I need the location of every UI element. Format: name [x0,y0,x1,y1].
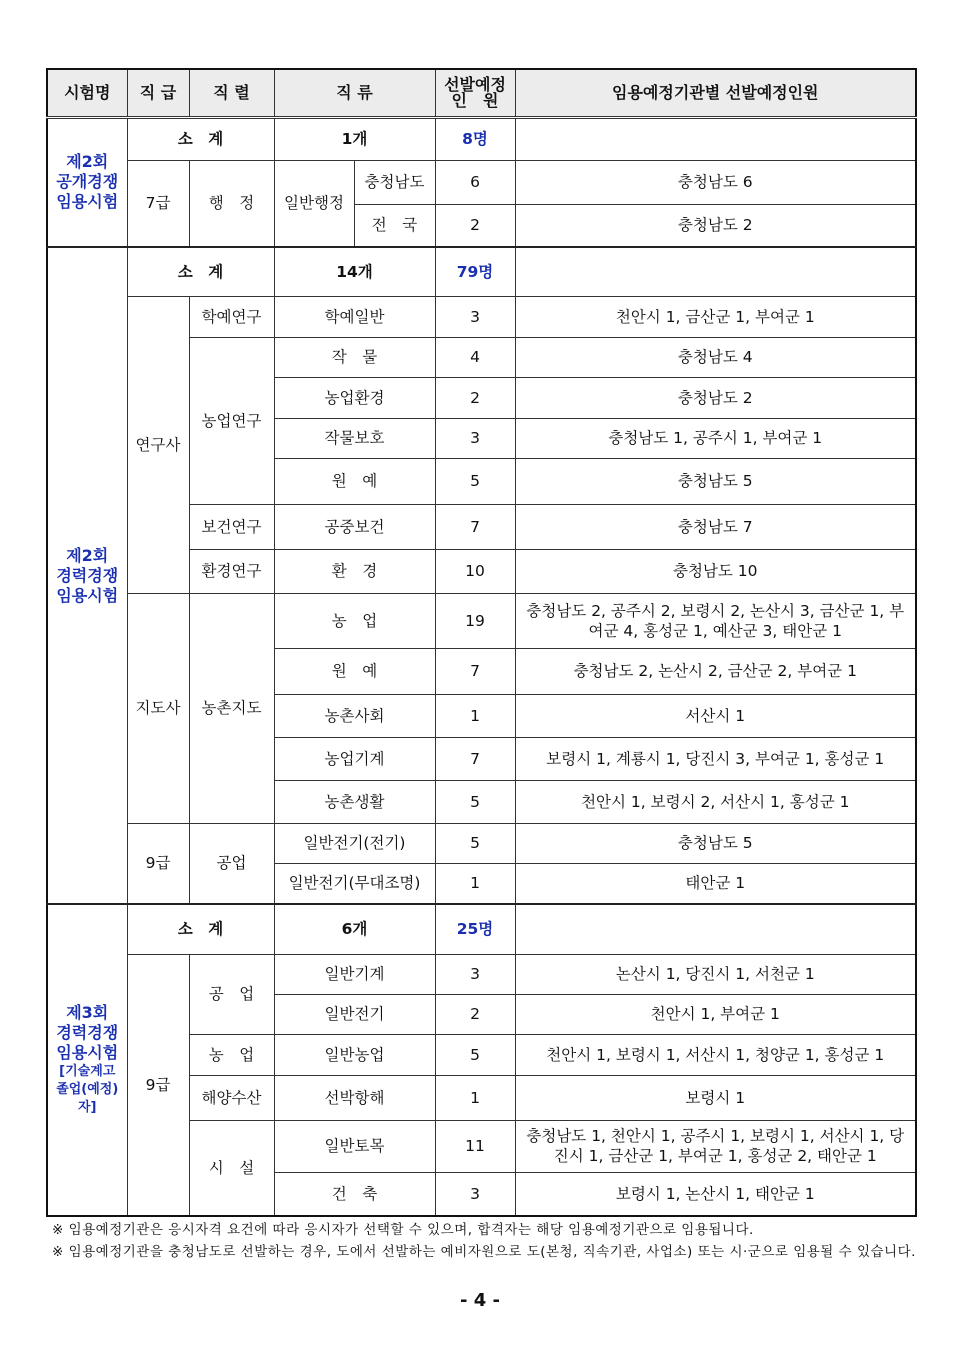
cell-series: 해양수산 [189,1075,274,1120]
cell-grade: 9급 [127,954,189,1216]
cell-num: 7 [435,504,515,549]
header-grade: 직 급 [127,69,189,117]
table-row [47,247,916,296]
subtotal-label: 소 계 [127,904,274,954]
section-name-line: 제2회 [66,152,109,172]
subtotal-count: 14개 [274,247,435,296]
cell-num: 6 [435,160,515,204]
cell-grade: 연구사 [127,296,189,593]
subtotal-label: 소 계 [127,117,274,160]
cell-detail: 태안군 1 [515,863,916,904]
cell-num: 7 [435,648,515,694]
cell-num: 2 [435,204,515,247]
cell-num: 3 [435,296,515,337]
header-planned-line2: 인 원 [451,90,499,110]
cell-category: 건 축 [274,1172,435,1216]
table-row [47,160,916,204]
cell-detail: 충청남도 5 [515,458,916,504]
cell-series: 보건연구 [189,504,274,549]
cell-detail: 천안시 1, 보령시 2, 서산시 1, 홍성군 1 [515,780,916,823]
cell-category: 작 물 [274,337,435,377]
subtotal-detail [515,904,916,954]
recruitment-table [46,68,917,1217]
section-name-line: 임용시험 [56,1043,119,1062]
cell-series: 농 업 [189,1034,274,1075]
section-name-line: 제3회 [66,1003,109,1022]
cell-category: 농업환경 [274,377,435,418]
cell-category: 원 예 [274,648,435,694]
cell-detail: 보령시 1, 논산시 1, 태안군 1 [515,1172,916,1216]
table-row [47,593,916,648]
header-agencies: 임용예정기관별 선발예정인원 [515,69,916,117]
section-name [47,247,127,904]
cell-num: 19 [435,593,515,648]
subtotal-people: 8명 [435,117,515,160]
cell-detail: 논산시 1, 당진시 1, 서천군 1 [515,954,916,994]
cell-detail: 보령시 1 [515,1075,916,1120]
header-series: 직 렬 [189,69,274,117]
cell-num: 1 [435,1075,515,1120]
section-note-line: [기술계고 [59,1064,116,1079]
cell-series: 공 업 [189,954,274,1034]
cell-detail: 천안시 1, 부여군 1 [515,994,916,1034]
cell-series: 공업 [189,823,274,904]
cell-grade: 지도사 [127,593,189,823]
cell-detail: 천안시 1, 금산군 1, 부여군 1 [515,296,916,337]
table-row [47,823,916,863]
footnote: ※ 임용예정기관은 응시자격 요건에 따라 응시자가 선택할 수 있으며, 합격자는 해당 임용예정기관으로 임용됩니다. [52,1222,754,1238]
subtotal-count: 1개 [274,117,435,160]
cell-category: 학예일반 [274,296,435,337]
cell-num: 1 [435,694,515,737]
cell-detail: 충청남도 2 [515,204,916,247]
cell-num: 5 [435,823,515,863]
cell-detail: 충청남도 4 [515,337,916,377]
cell-num: 3 [435,1172,515,1216]
cell-series: 학예연구 [189,296,274,337]
cell-category: 일반행정 [274,160,354,247]
section-name [47,904,127,1216]
cell-num: 2 [435,994,515,1034]
cell-detail: 충청남도 7 [515,504,916,549]
subtotal-detail [515,247,916,296]
subtotal-count: 6개 [274,904,435,954]
cell-num: 7 [435,737,515,780]
cell-detail: 서산시 1 [515,694,916,737]
cell-category: 일반전기 [274,994,435,1034]
section-name [47,117,127,247]
section-name-line: 임용시험 [56,585,119,605]
subtotal-people: 25명 [435,904,515,954]
cell-num: 11 [435,1120,515,1172]
cell-detail: 천안시 1, 보령시 1, 서산시 1, 청양군 1, 홍성군 1 [515,1034,916,1075]
table-row [47,117,916,160]
cell-category: 환 경 [274,549,435,593]
cell-category: 일반기계 [274,954,435,994]
cell-detail: 충청남도 2, 공주시 2, 보령시 2, 논산시 3, 금산군 1, 부여군 4, 홍성군 1, 예산군 3, 태안군 1 [515,593,916,648]
section-name-line: 경력경쟁 [56,565,119,585]
cell-detail: 충청남도 1, 공주시 1, 부여군 1 [515,418,916,458]
cell-num: 1 [435,863,515,904]
footnote: ※ 임용예정기관을 충청남도로 선발하는 경우, 도에서 선발하는 예비자원으로 도(본청, 직속기관, 사업소) 또는 시·군으로 임용될 수 있습니다. [52,1244,916,1260]
cell-num: 5 [435,1034,515,1075]
cell-num: 5 [435,780,515,823]
table-row [47,904,916,954]
cell-category: 공중보건 [274,504,435,549]
cell-num: 4 [435,337,515,377]
page-number: - 4 - [460,1290,500,1311]
cell-num: 10 [435,549,515,593]
cell-category: 선박항해 [274,1075,435,1120]
table-row [47,954,916,994]
cell-category: 원 예 [274,458,435,504]
section-name-line: 제2회 [66,545,109,565]
section-name-line: 임용시험 [56,192,119,212]
cell-category: 농 업 [274,593,435,648]
cell-num: 3 [435,954,515,994]
header-exam: 시험명 [47,69,127,117]
cell-category: 일반전기(무대조명) [274,863,435,904]
cell-category: 농촌사회 [274,694,435,737]
cell-detail: 충청남도 10 [515,549,916,593]
cell-detail: 충청남도 5 [515,823,916,863]
cell-detail: 충청남도 6 [515,160,916,204]
cell-detail: 충청남도 1, 천안시 1, 공주시 1, 보령시 1, 서산시 1, 당진시 1, 금산군 1, 부여군 1, 홍성군 2, 태안군 1 [515,1120,916,1172]
header-category: 직 류 [274,69,435,117]
subtotal-detail [515,117,916,160]
cell-num: 2 [435,377,515,418]
section-note-line: 졸업(예정)자] [56,1082,119,1115]
cell-category: 일반전기(전기) [274,823,435,863]
footnotes [52,1219,918,1263]
table-row [47,296,916,337]
cell-series: 농촌지도 [189,593,274,823]
header-planned-line1: 선발예정 [444,74,506,94]
cell-category: 농촌생활 [274,780,435,823]
cell-series: 행 정 [189,160,274,247]
cell-category: 일반농업 [274,1034,435,1075]
section-name-line: 경력경쟁 [56,1023,119,1042]
cell-category: 일반토목 [274,1120,435,1172]
cell-detail: 보령시 1, 계룡시 1, 당진시 3, 부여군 1, 홍성군 1 [515,737,916,780]
cell-detail: 충청남도 2, 논산시 2, 금산군 2, 부여군 1 [515,648,916,694]
cell-num: 3 [435,418,515,458]
cell-series: 환경연구 [189,549,274,593]
cell-series: 시 설 [189,1120,274,1216]
subtotal-label: 소 계 [127,247,274,296]
cell-category: 농업기계 [274,737,435,780]
subtotal-people: 79명 [435,247,515,296]
cell-category: 작물보호 [274,418,435,458]
cell-subcategory: 전 국 [354,204,435,247]
cell-detail: 충청남도 2 [515,377,916,418]
header-planned [435,69,515,117]
cell-subcategory: 충청남도 [354,160,435,204]
cell-num: 5 [435,458,515,504]
cell-series: 농업연구 [189,337,274,504]
cell-grade: 7급 [127,160,189,247]
header-row [47,69,916,117]
cell-grade: 9급 [127,823,189,904]
section-name-line: 공개경쟁 [56,172,119,192]
